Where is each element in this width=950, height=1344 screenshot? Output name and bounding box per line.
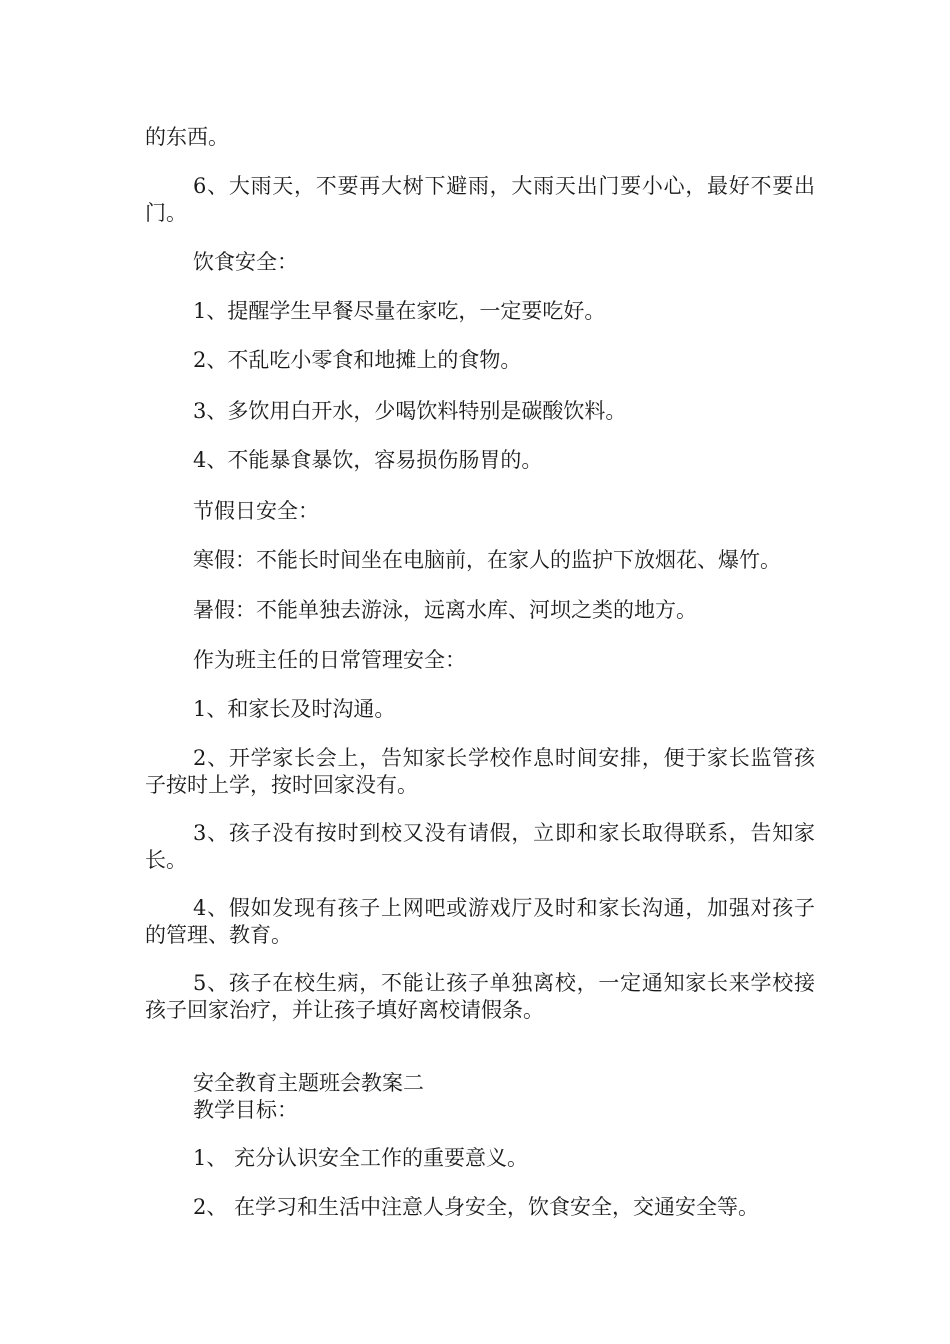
paragraph-goal-2: 2、 在学习和生活中注意人身安全，饮食安全，交通安全等。 [193, 1195, 760, 1219]
paragraph-food-3: 3、多饮用白开水，少喝饮料特别是碳酸饮料。 [193, 399, 627, 423]
paragraph-mgmt-1: 1、和家长及时沟通。 [193, 697, 396, 721]
paragraph-food-4: 4、不能暴食暴饮，容易损伤肠胃的。 [193, 448, 543, 472]
paragraph-mgmt-4: 4、假如发现有孩子上网吧或游戏厅及时和家长沟通，加强对孩子的管理、教育。 [145, 896, 815, 947]
paragraph-food-1: 1、提醒学生早餐尽量在家吃，一定要吃好。 [193, 299, 606, 323]
section-heading-holiday-safety: 节假日安全： [193, 499, 319, 523]
paragraph-item-6-rain: 6、大雨天，不要再大树下避雨，大雨天出门要小心，最好不要出门。 [145, 174, 815, 225]
paragraph-summer-break: 暑假：不能单独去游泳，远离水库、河坝之类的地方。 [193, 598, 697, 622]
paragraph-food-2: 2、不乱吃小零食和地摊上的食物。 [193, 348, 522, 372]
paragraph-mgmt-2: 2、开学家长会上，告知家长学校作息时间安排，便于家长监管孩子按时上学，按时回家没有。 [145, 746, 815, 797]
paragraph-continuation: 的东西。 [145, 125, 229, 149]
paragraph-mgmt-3: 3、孩子没有按时到校又没有请假，立即和家长取得联系，告知家长。 [145, 821, 815, 872]
paragraph-winter-break: 寒假：不能长时间坐在电脑前，在家人的监护下放烟花、爆竹。 [193, 548, 781, 572]
section-heading-food-safety: 饮食安全： [193, 250, 298, 274]
paragraph-mgmt-5: 5、孩子在校生病，不能让孩子单独离校，一定通知家长来学校接孩子回家治疗，并让孩子填好离校请假条。 [145, 971, 815, 1022]
section-heading-teaching-goals: 教学目标： [193, 1098, 298, 1122]
section-heading-teacher-management: 作为班主任的日常管理安全： [193, 648, 466, 672]
paragraph-goal-1: 1、 充分认识安全工作的重要意义。 [193, 1146, 529, 1170]
section-title-lesson-plan-two: 安全教育主题班会教案二 [193, 1071, 424, 1095]
